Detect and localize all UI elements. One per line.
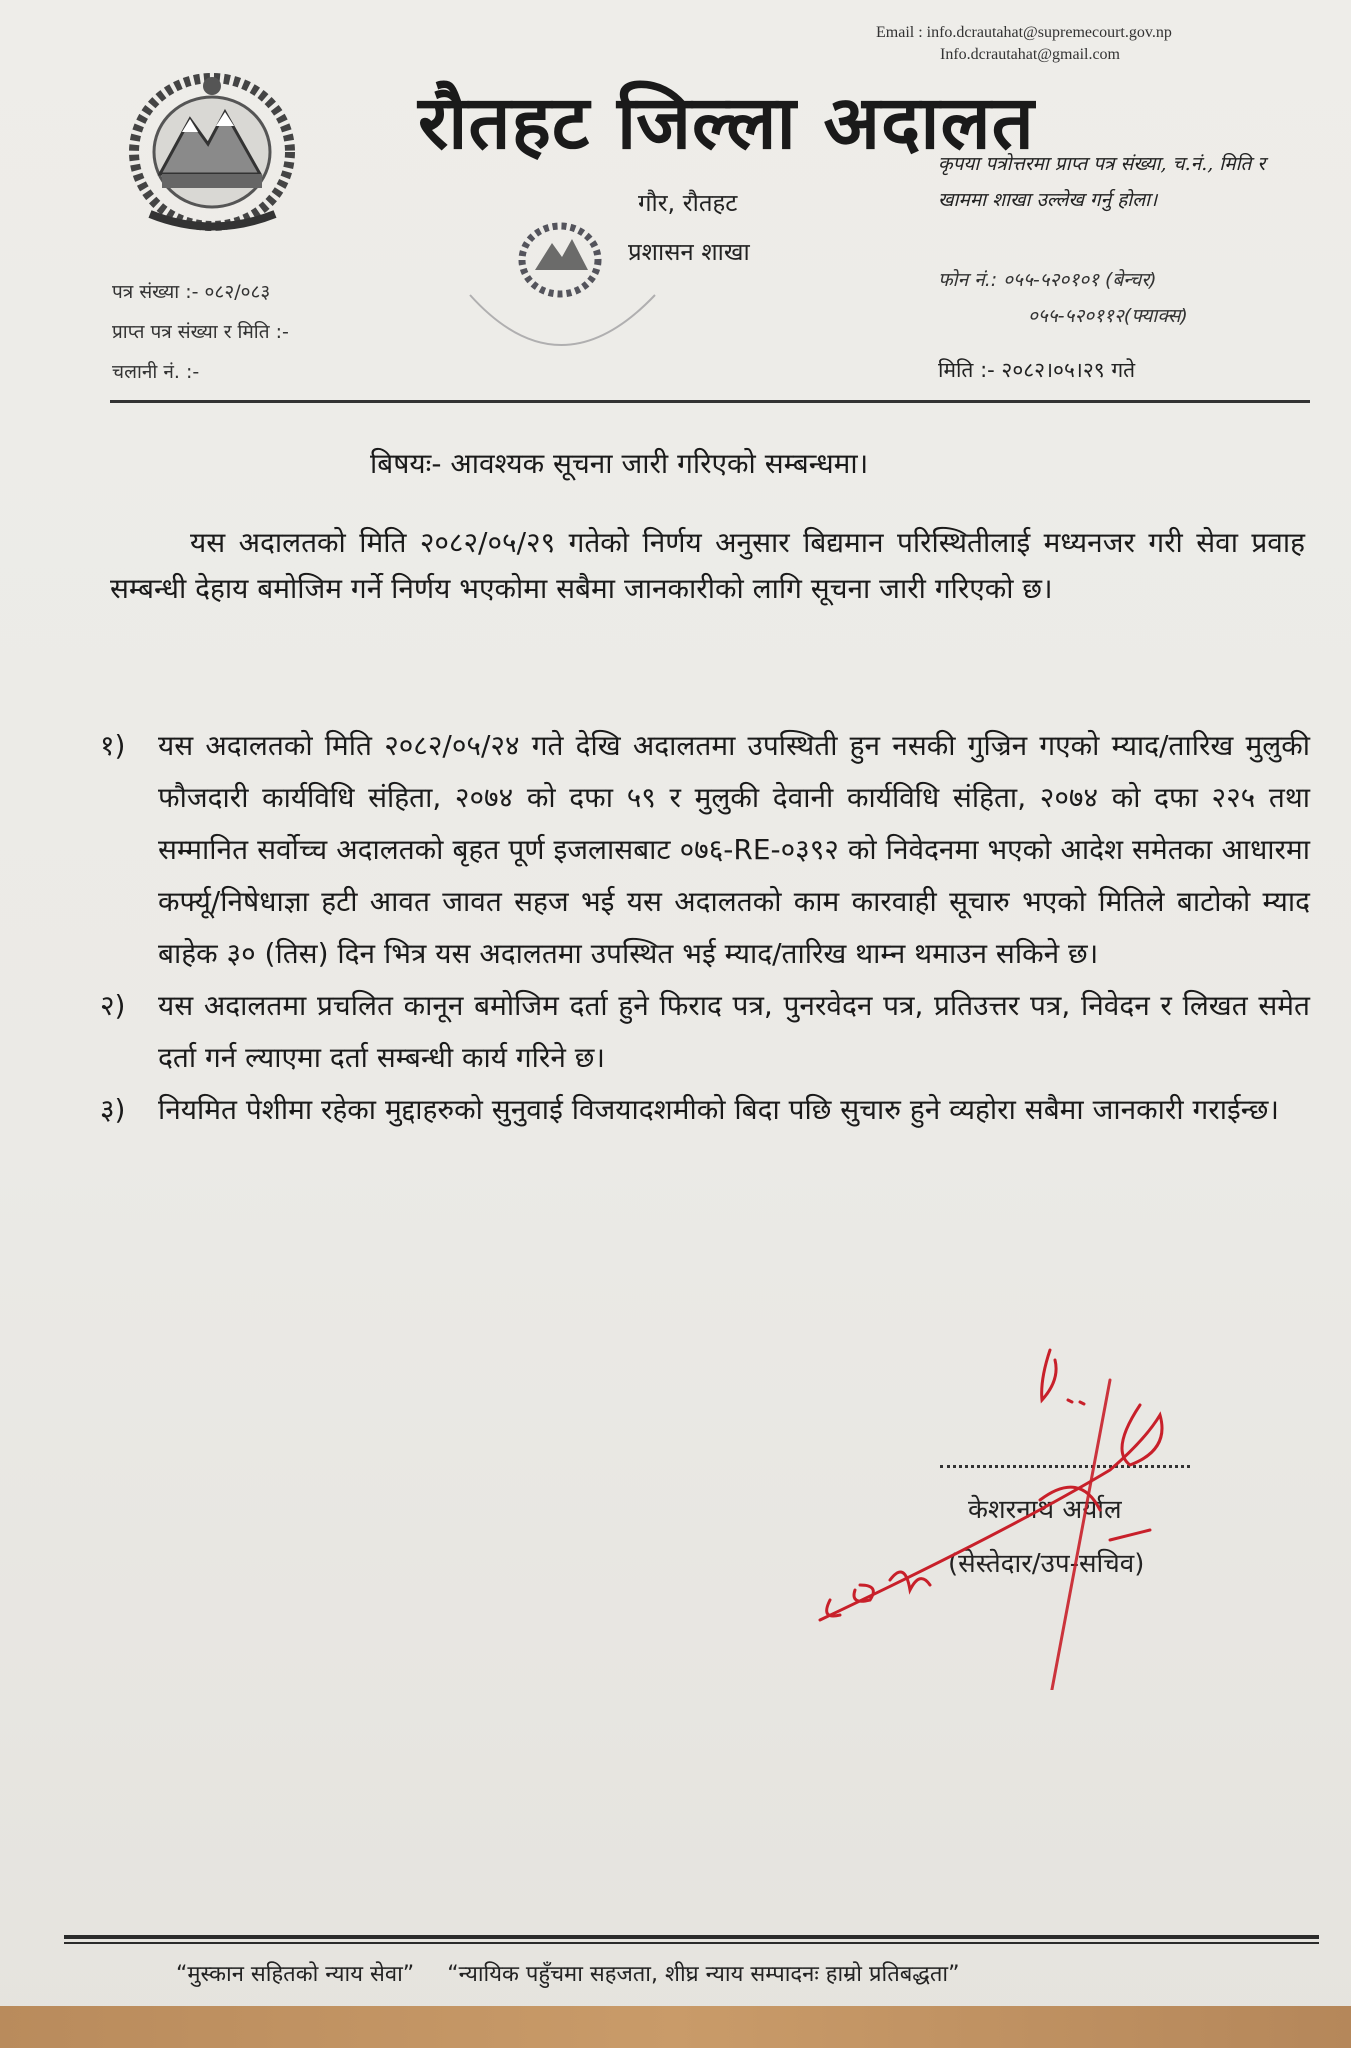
point-number: २) — [100, 989, 126, 1022]
phone-block — [938, 262, 1188, 334]
letter-date: मिति :- २०८२।०५।२९ गते — [938, 358, 1136, 382]
footer-divider — [64, 1935, 1319, 1939]
phone-line-1: फोन नं.: ०५५-५२०१०१ (बेन्चर) — [938, 269, 1157, 291]
signatory-title: (सेस्तेदार/उप-सचिव) — [948, 1549, 1145, 1579]
dispatch-number-field: चलानी नं. :- — [112, 361, 200, 383]
header-divider — [110, 400, 1310, 403]
table-surface — [0, 2006, 1351, 2048]
letter-body: यस अदालतको मिति २०८२/०५/२९ गतेको निर्णय अनुसार बिद्यमान परिस्थितीलाई मध्यनजर गरी सेवा प्रवाह सम्बन्धी देहाय बमोजिम गर्ने निर्णय भएकोमा सबैमा जानकारीको लागि सूचना जारी गरिएको छ। — [110, 526, 1305, 605]
point-text: यस अदालतको मिति २०८२/०५/२४ गते देखि अदालतमा उपस्थिती हुन नसकी गुज्रिन गएको म्याद/तारिख मुलुकी फौजदारी कार्यविधि संहिता, २०७४ को दफा ५९ र मुलुकी देवानी कार्यविधि संहिता, २०७४ को दफा २२५ तथा सम्मानित सर्वोच्च अदालतको बृहत पूर्ण इजलासबाट ०७६-RE-०३९२ को निवेदनमा भएको आदेश समेतका आधारमा कर्फ्यू/निषेधाज्ञा हटी आवत जावत सहज भई यस अदालतको काम कारवाही सूचारु भएको मितिले बाटोको म्याद बाहेक ३० (तिस) दिन भित्र यस अदालतमा उपस्थित भई म्याद/तारिख थाम्न थमाउन सकिने छ। — [158, 729, 1310, 970]
notice-point-2 — [100, 980, 1310, 1084]
letter-subject: बिषयः- आवश्यक सूचना जारी गरिएको सम्बन्धमा। — [370, 447, 869, 480]
point-number: १) — [100, 729, 126, 762]
signature-icon — [810, 1320, 1290, 1690]
point-text: यस अदालतमा प्रचलित कानून बमोजिम दर्ता हुने फिराद पत्र, पुनरवेदन पत्र, प्रतिउत्तर पत्र, निवेदन र लिखत समेत दर्ता गर्न ल्याएमा दर्ता सम्बन्धी कार्य गरिने छ। — [158, 989, 1310, 1074]
phone-line-2: ०५५-५२०११२(फ्याक्स) — [1028, 305, 1188, 327]
received-letter-field: प्राप्त पत्र संख्या र मिति :- — [112, 321, 289, 343]
notice-point-3 — [100, 1084, 1310, 1136]
motto-2: “न्यायिक पहुँचमा सहजता, शीघ्र न्याय सम्पादनः हाम्रो प्रतिबद्धता” — [447, 1962, 960, 1987]
letter-meta — [112, 272, 289, 392]
branch-name: प्रशासन शाखा — [628, 238, 750, 266]
court-stamp-icon — [460, 215, 660, 395]
email-line-1: Email : info.dcrautahat@supremecourt.gov.np — [876, 24, 1172, 41]
court-name: रौतहट जिल्ला अदालत — [418, 80, 1035, 166]
point-text: नियमित पेशीमा रहेका मुद्दाहरुको सुनुवाई विजयादशमीको बिदा पछि सुचारु हुने व्यहोरा सबैमा जानकारी गराईन्छ। — [158, 1093, 1279, 1126]
email-block — [876, 22, 1276, 66]
reference-note: कृपया पत्रोत्तरमा प्राप्त पत्र संख्या, च.नं., मिति र खाममा शाखा उल्लेख गर्नु होला। — [938, 153, 1266, 211]
notice-point-1 — [100, 720, 1310, 980]
footer-divider-thin — [64, 1942, 1319, 1944]
notice-points — [100, 720, 1310, 1136]
point-number: ३) — [100, 1093, 126, 1126]
nepal-emblem-icon — [120, 64, 305, 239]
footer-motto — [176, 1958, 960, 1988]
signatory-name: केशरनाथ अर्याल — [968, 1495, 1122, 1525]
motto-1: “मुस्कान सहितको न्याय सेवा” — [176, 1962, 415, 1987]
court-location: गौर, रौतहट — [638, 189, 738, 217]
letter-number: पत्र संख्या :- ०८२/०८३ — [112, 281, 271, 303]
email-line-2: Info.dcrautahat@gmail.com — [940, 46, 1120, 63]
